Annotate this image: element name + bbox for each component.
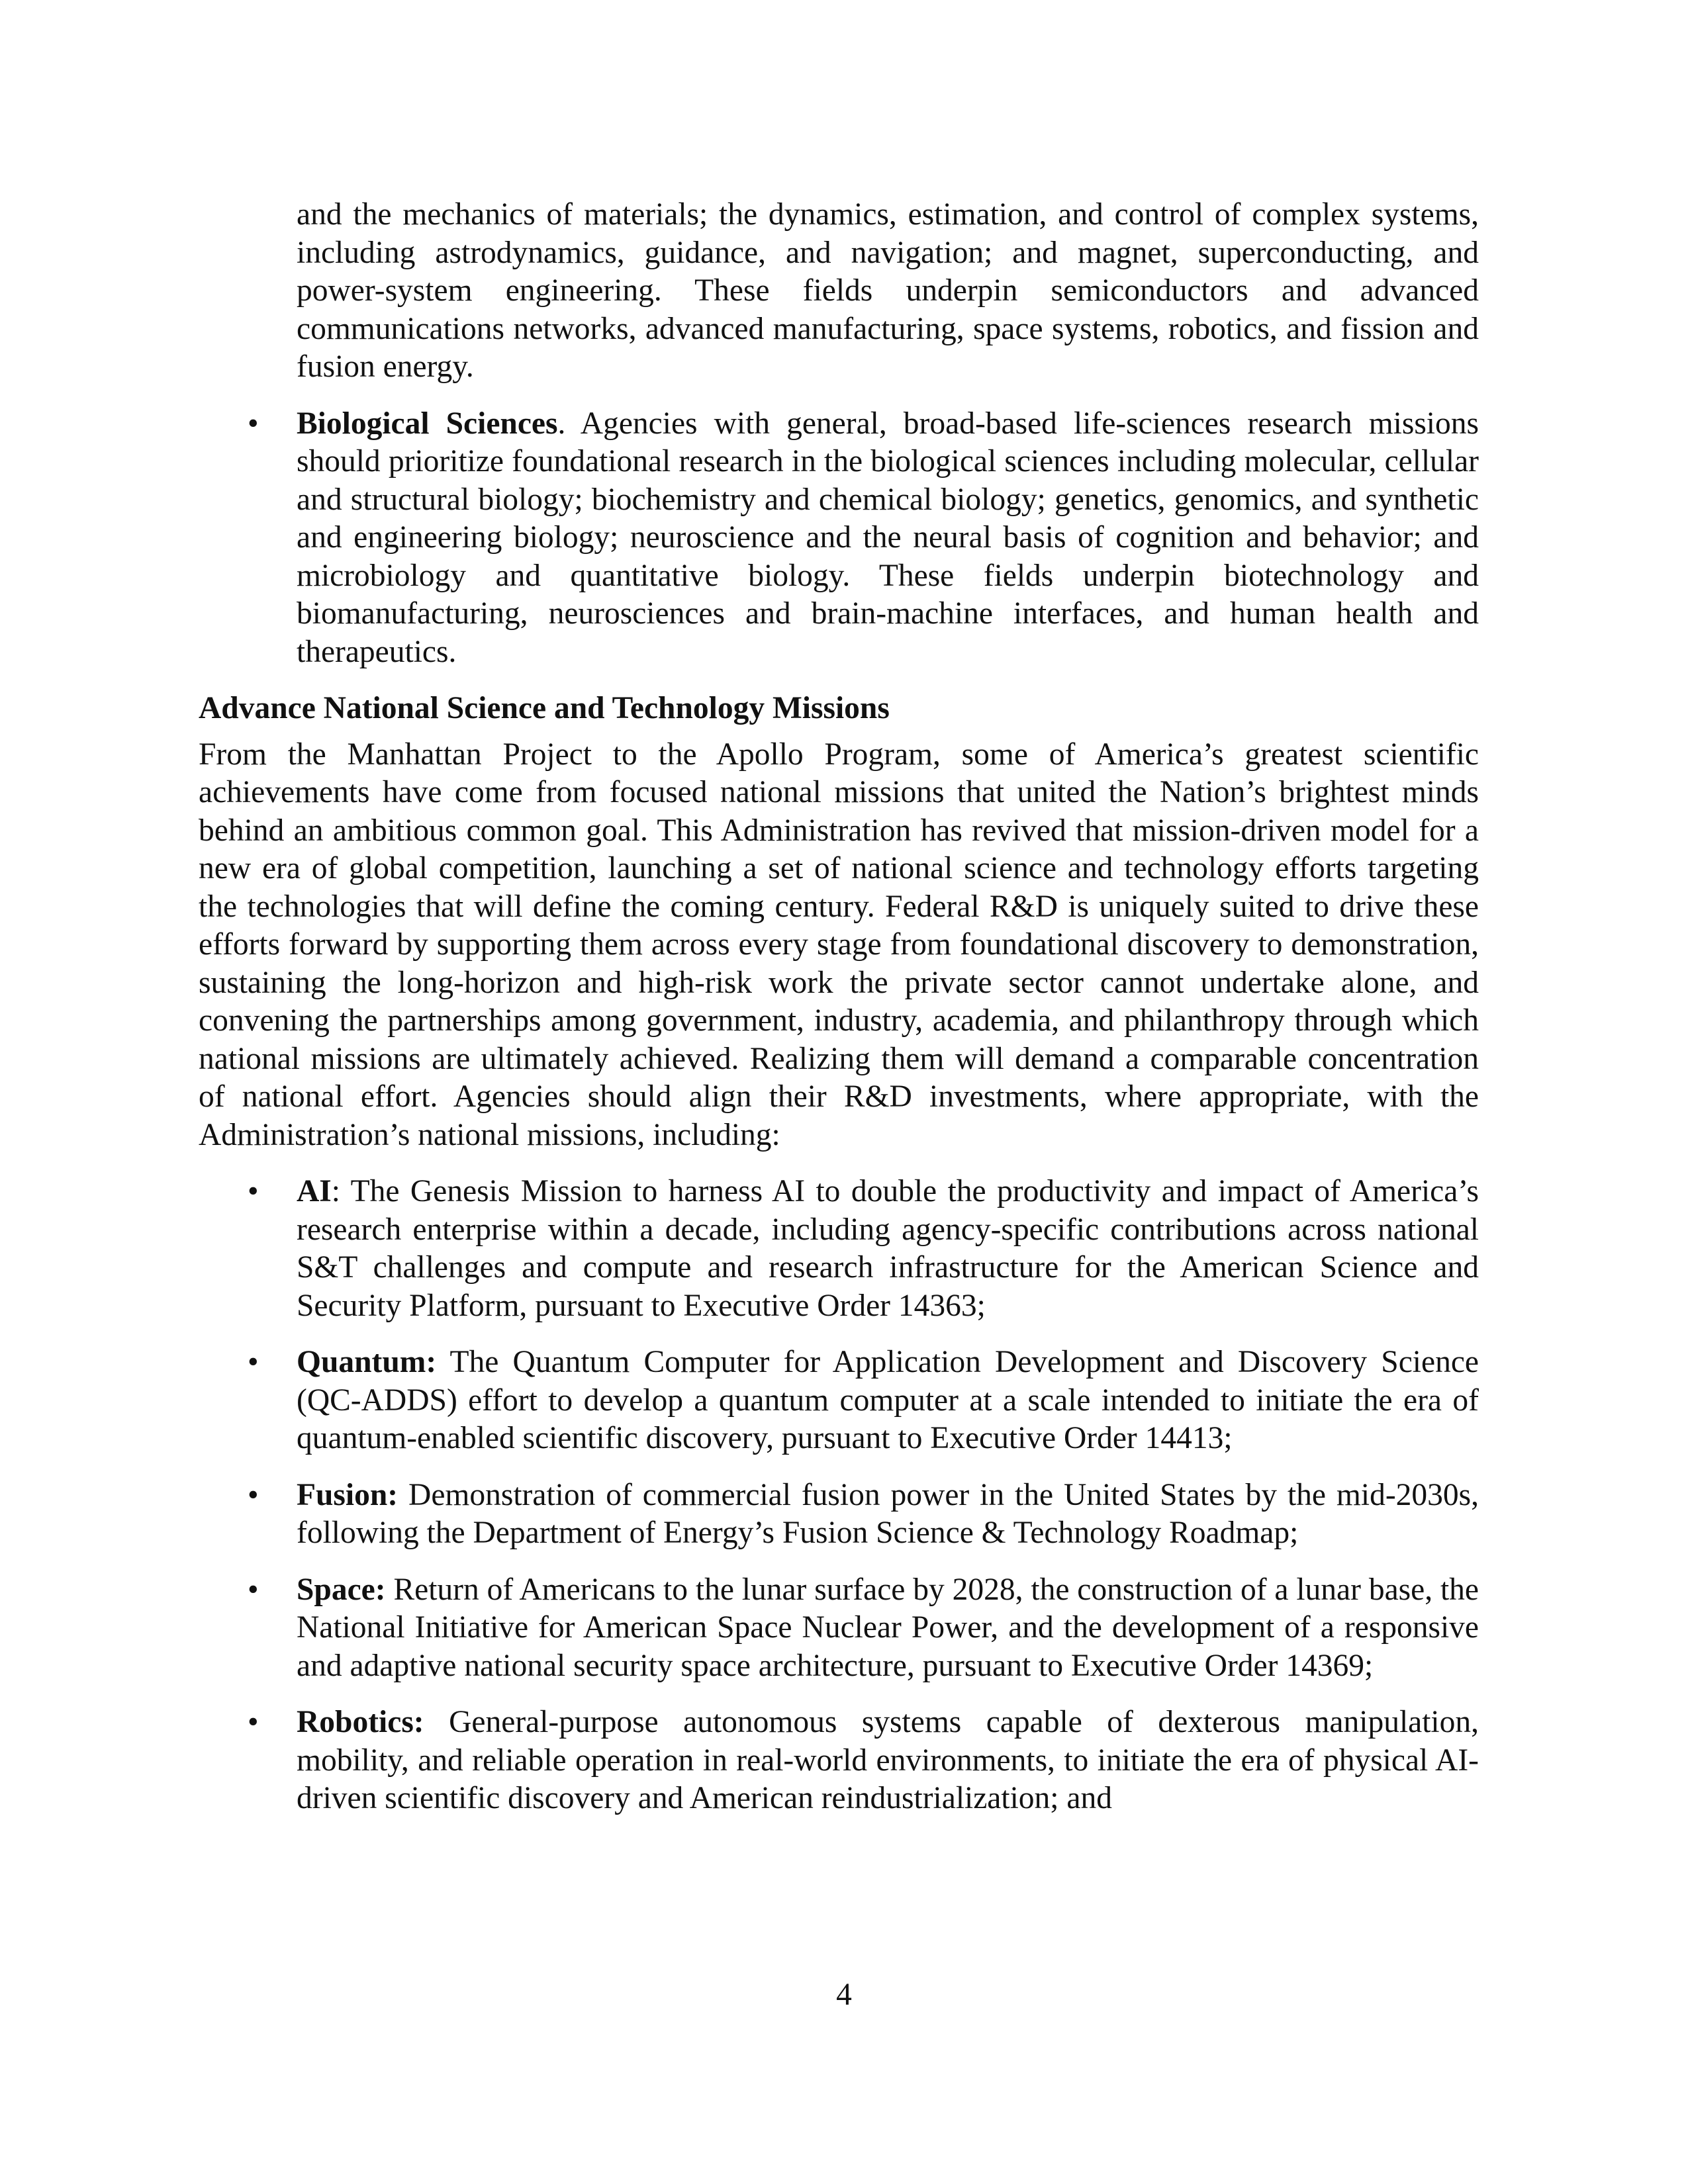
bullet-text: Return of Americans to the lunar surface by 2028, the construction of a lunar base, the National Initiative for American Space Nuclear Power, and the development of a responsive and adaptive national security space architecture, pursuant to Executive Order 14369; — [297, 1572, 1479, 1683]
bullet-text: : The Genesis Mission to harness AI to double the productivity and impact of America’s research enterprise within a decade, including agency-specific contributions across national S&T challenges and compute and research infrastructure for the American Science and Security Platform, pursuant to Executive Order 14363; — [297, 1174, 1479, 1323]
page-number: 4 — [836, 1978, 852, 2012]
bullet-item-biological-sciences — [199, 405, 1479, 672]
bullet-item-quantum — [199, 1343, 1479, 1458]
continued-paragraph: and the mechanics of materials; the dynamics, estimation, and control of complex systems, including astrodynamics, guidance, and navigation; and magnet, superconducting, and power-system engineering. These fields underpin semiconductors and advanced communications networks, advanced manufacturing, space systems, robotics, and fission and fusion energy. — [297, 197, 1479, 384]
bullet-icon: • — [248, 1572, 259, 1607]
section-heading: Advance National Science and Technology Missions — [199, 691, 890, 725]
bullet-text: . Agencies with general, broad-based life-sciences research missions should prioritize foundational research in the biological sciences including molecular, cellular and structural biology; biochemistry and chemical biology; genetics, genomics, and synthetic and engineering biology; neuroscience and the neural basis of cognition and behavior; and microbiology and quantitative biology. These fields underpin biotechnology and biomanufacturing, neurosciences and brain-machine interfaces, and human health and therapeutics. — [297, 406, 1479, 669]
bullet-icon: • — [248, 406, 259, 441]
bullet-label: Quantum: — [297, 1345, 437, 1379]
bullet-icon: • — [248, 1477, 259, 1512]
bullet-label: AI — [297, 1174, 332, 1208]
bullet-label: Space: — [297, 1572, 386, 1607]
bullet-text: Demonstration of commercial fusion power in the United States by the mid-2030s, following the Department of Energy’s Fusion Science & Technology Roadmap; — [297, 1477, 1479, 1550]
bullet-label: Biological Sciences — [297, 406, 558, 441]
bullet-item-ai — [199, 1173, 1479, 1325]
bullet-icon: • — [248, 1345, 259, 1379]
document-page — [199, 196, 1479, 1818]
bullet-item-robotics — [199, 1704, 1479, 1818]
bullet-item-space — [199, 1571, 1479, 1686]
bullet-text: The Quantum Computer for Application Development and Discovery Science (QC-ADDS) effort to develop a quantum computer at a scale intended to initiate the era of quantum-enabled scientific discovery, pursuant to Executive Order 14413; — [297, 1345, 1479, 1455]
bullet-label: Fusion: — [297, 1477, 399, 1512]
bullet-icon: • — [248, 1174, 259, 1208]
bullet-item-fusion — [199, 1477, 1479, 1553]
bullet-icon: • — [248, 1705, 259, 1739]
bullet-label: Robotics: — [297, 1705, 424, 1739]
bullet-text: General-purpose autonomous systems capable of dexterous manipulation, mobility, and reliable operation in real-world environments, to initiate the era of physical AI-driven scientific discovery and American reindustrialization; and — [297, 1705, 1479, 1815]
section-paragraph: From the Manhattan Project to the Apollo Program, some of America’s greatest scientific achievements have come from focused national missions that united the Nation’s brightest minds behind an ambitious common goal. This Administration has revived that mission-driven model for a new era of global competition, launching a set of national science and technology efforts targeting the technologies that will define the coming century. Federal R&D is uniquely suited to drive these efforts forward by supporting them across every stage from foundational discovery to demonstration, sustaining the long-horizon and high-risk work the private sector cannot undertake alone, and convening the partnerships among government, industry, academia, and philanthropy through which national missions are ultimately achieved. Realizing them will demand a comparable concentration of national effort. Agencies should align their R&D investments, where appropriate, with the Administration’s national missions, including: — [199, 737, 1479, 1152]
